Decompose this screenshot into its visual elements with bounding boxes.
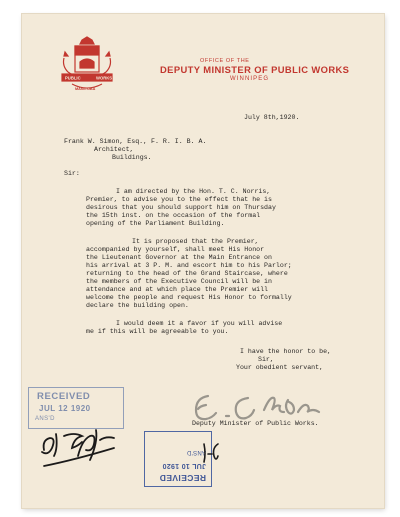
signature-title: Deputy Minister of Public Works. (192, 420, 319, 427)
recipient-title: Architect, (94, 146, 134, 153)
paragraph-line: welcome the people and request His Honor to formally (86, 294, 292, 301)
paragraph-line: the Lieutenant Governor at the Main Entrance on (86, 254, 272, 261)
letterhead-city: WINNIPEG (230, 76, 270, 82)
handwritten-initials-icon (34, 416, 124, 472)
handwritten-signature-icon (186, 388, 326, 424)
paragraph-line: I would deem it a favor if you will advise (116, 320, 283, 327)
paragraph-line: accompanied by yourself, shall meet His Honor (86, 246, 265, 253)
recipient-name: Frank W. Simon, Esq., F. R. I. B. A. (64, 138, 207, 145)
crest-text-bottom: MANITOBA (75, 87, 96, 91)
paragraph-line: desirous that you should support him on Thursday (86, 204, 276, 211)
salutation: Sir: (64, 170, 80, 177)
recipient-place: Buildings. (112, 154, 152, 161)
closing-line: Sir, (258, 356, 274, 363)
handwritten-mark-icon (200, 440, 222, 466)
stamp-sub: ANS'D (35, 416, 55, 422)
paragraph-line: me if this will be agreeable to you. (86, 328, 229, 335)
paragraph-line: It is proposed that the Premier, (132, 238, 259, 245)
paragraph-line: his arrival at 3 P. M. and escort him to his Parlor; (86, 262, 292, 269)
paragraph-line: opening of the Parliament Building. (86, 220, 225, 227)
paragraph-line: returning to the head of the Grand Staircase, where (86, 270, 288, 277)
stamp-title: RECEIVED (37, 391, 91, 402)
paragraph-line: Premier, to advise you to the effect that he is (86, 196, 272, 203)
manitoba-crest-icon (60, 36, 114, 94)
stamp-date: JUL 12 1920 (39, 404, 91, 413)
letterhead-title: DEPUTY MINISTER OF PUBLIC WORKS (160, 64, 350, 75)
letterhead-office-of: OFFICE OF THE (200, 58, 250, 64)
paragraph-line: the members of the Executive Council will be in (86, 278, 272, 285)
paragraph-line: I am directed by the Hon. T. C. Norris, (116, 188, 271, 195)
stamp-date: JUL 10 1920 (162, 462, 206, 469)
paragraph-line: declare the building open. (86, 302, 189, 309)
letter-date: July 8th,1920. (244, 114, 300, 121)
closing-line: I have the honor to be, (240, 348, 332, 355)
crest-text-left: PUBLIC (65, 75, 81, 81)
stamp-sub: ANS'D (186, 449, 206, 455)
closing-line: Your obedient servant, (236, 364, 324, 371)
crest-text-right: WORKS (96, 75, 113, 81)
stamp-title: RECEIVED (159, 473, 206, 483)
paragraph-line: attendance and at which place the Premier will (86, 286, 269, 293)
paragraph-line: the 15th inst. on the occasion of the formal (86, 212, 261, 219)
